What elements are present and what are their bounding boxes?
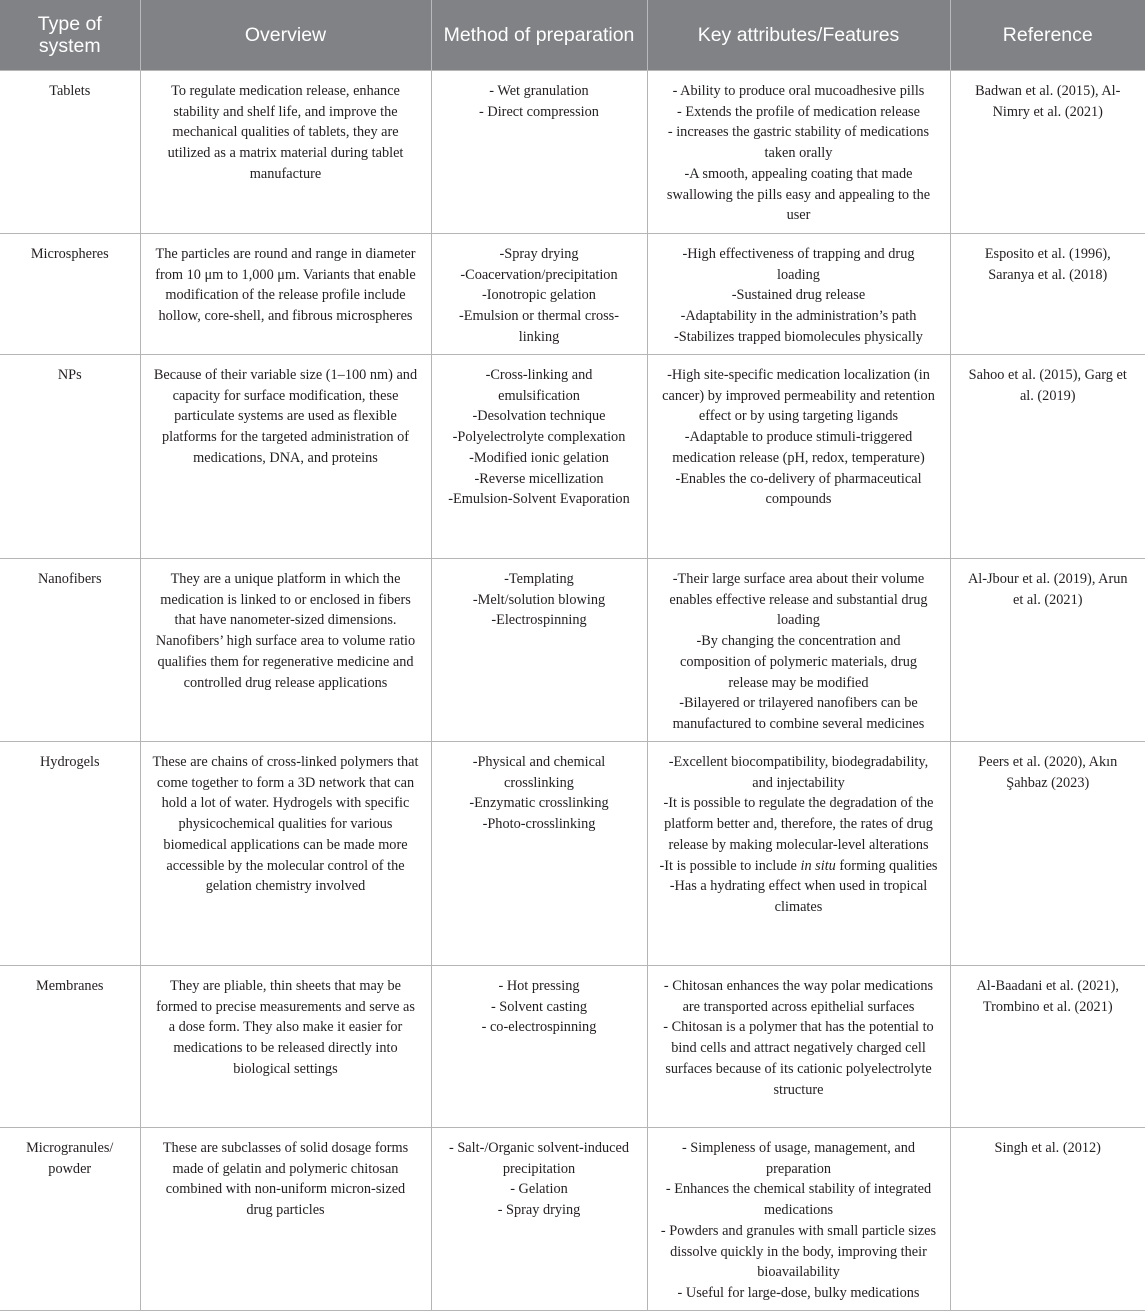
method-item: -Emulsion or thermal cross-linking (458, 308, 619, 345)
method-item: - Gelation (510, 1181, 568, 1198)
method-item: -Cross-linking and emulsification (485, 367, 593, 404)
features-cell (647, 1128, 950, 1311)
method-item: - Hot pressing (498, 978, 580, 994)
header-reference: Reference (950, 0, 1145, 71)
feature-item: -High effectiveness of trapping and drug loading (682, 246, 915, 283)
method-item: -Polyelectrolyte complexation (452, 429, 626, 446)
reference-cell: Badwan et al. (2015), Al-Nimry et al. (2021) (950, 71, 1145, 234)
reference-cell: Al-Baadani et al. (2021), Trombino et al. (2021) (950, 966, 1145, 1128)
features-cell (647, 234, 950, 355)
method-item: - Salt-/Organic solvent-induced precipitation (449, 1140, 629, 1177)
features-cell (647, 355, 950, 559)
features-cell (647, 559, 950, 742)
feature-item: -Adaptability in the administration’s path (680, 308, 917, 325)
feature-item: -It is possible to include in situ forming qualities (659, 857, 938, 874)
type-cell: Microspheres (0, 234, 140, 355)
table-row (0, 966, 1145, 1128)
overview-cell: Because of their variable size (1–100 nm) and capacity for surface modification, these particulate systems are used as flexible platforms for the targeted administration of medications, DNA, and proteins (140, 355, 431, 559)
method-cell (431, 234, 647, 355)
feature-item: -A smooth, appealing coating that made swallowing the pills easy and appealing to the user (666, 165, 931, 224)
method-item: - Direct compression (479, 103, 599, 120)
method-item: - Spray drying (497, 1202, 581, 1219)
feature-item: -Stabilizes trapped biomolecules physically (674, 328, 923, 345)
method-item: -Reverse micellization (474, 470, 604, 487)
feature-item: -High site-specific medication localization (in cancer) by improved permeability and retention effect or by using targeting ligands (662, 367, 935, 425)
feature-item: -Adaptable to produce stimuli-triggered medication release (pH, redox, temperature) (672, 429, 925, 466)
method-item: -Photo-crosslinking (482, 816, 596, 833)
method-cell (431, 355, 647, 559)
feature-item: - Powders and granules with small particle sizes dissolve quickly in the body, improving their bioavailability (660, 1222, 937, 1281)
reference-cell: Esposito et al. (1996), Saranya et al. (2018) (950, 234, 1145, 355)
overview-cell: The particles are round and range in diameter from 10 μm to 1,000 μm. Variants that enable modification of the release profile include hollow, core-shell, and fibrous microspheres (140, 234, 431, 355)
header-type-of-system: Type of system (0, 0, 140, 71)
overview-cell: These are subclasses of solid dosage forms made of gelatin and polymeric chitosan combined with non-uniform micron-sized drug particles (140, 1128, 431, 1311)
type-cell: Tablets (0, 71, 140, 234)
reference-cell: Singh et al. (2012) (950, 1128, 1145, 1311)
method-item: - Solvent casting (490, 998, 588, 1015)
method-cell (431, 71, 647, 234)
method-cell (431, 1128, 647, 1311)
method-item: -Physical and chemical crosslinking (472, 754, 606, 791)
table-row (0, 71, 1145, 234)
reference-cell: Peers et al. (2020), Akın Şahbaz (2023) (950, 742, 1145, 966)
method-item: -Desolvation technique (472, 408, 606, 425)
feature-item: -Sustained drug release (731, 287, 866, 304)
feature-item: -It is possible to regulate the degradation of the platform better and, therefore, the rates of drug release by making molecular-level alterations (663, 795, 934, 853)
method-item: -Modified ionic gelation (469, 449, 609, 466)
features-cell (647, 742, 950, 966)
method-item: -Electrospinning (491, 612, 587, 629)
header-key-attributes: Key attributes/Features (647, 0, 950, 71)
table-row (0, 559, 1145, 742)
feature-item: - Enhances the chemical stability of integrated medications (665, 1181, 932, 1219)
method-item: -Templating (504, 571, 574, 587)
header-method-of-preparation: Method of preparation (431, 0, 647, 71)
overview-cell: To regulate medication release, enhance stability and shelf life, and improve the mechanical qualities of tablets, they are utilized as a matrix material during tablet manufacture (140, 71, 431, 234)
type-cell: Nanofibers (0, 559, 140, 742)
overview-cell: They are a unique platform in which the medication is linked to or enclosed in fibers that have nanometer-sized dimensions. Nanofibers’ high surface area to volume ratio qualifies them for regenerative medicine and controlled drug release applications (140, 559, 431, 742)
table-header (0, 0, 1145, 71)
feature-item: - Chitosan is a polymer that has the potential to bind cells and attract negatively charged cell surfaces because of its cationic polyelectrolyte structure (663, 1019, 934, 1098)
feature-item: -Their large surface area about their volume enables effective release and substantial drug loading (669, 571, 928, 629)
feature-item: - Chitosan enhances the way polar medications are transported across epithelial surfaces (663, 978, 934, 1015)
feature-item: -Enables the co-delivery of pharmaceutical compounds (675, 470, 922, 508)
header-row (0, 0, 1145, 71)
table-row (0, 234, 1145, 355)
type-cell: Microgranules/ powder (0, 1128, 140, 1311)
feature-item: - Extends the profile of medication release (677, 103, 920, 120)
method-item: -Ionotropic gelation (482, 287, 596, 304)
method-item: - co-electrospinning (481, 1019, 597, 1036)
feature-item: - Ability to produce oral mucoadhesive pills (672, 83, 925, 99)
table-body (0, 71, 1145, 1311)
type-cell: Hydrogels (0, 742, 140, 966)
overview-cell: These are chains of cross-linked polymers that come together to form a 3D network that can hold a lot of water. Hydrogels with specific physicochemical qualities for various biomedical applications can be made more accessible by the molecular control of the gelation chemistry involved (140, 742, 431, 966)
features-cell (647, 71, 950, 234)
method-item: -Melt/solution blowing (472, 591, 606, 608)
method-cell (431, 559, 647, 742)
method-item: -Spray drying (499, 246, 579, 262)
header-overview: Overview (140, 0, 431, 71)
feature-item: -Has a hydrating effect when used in tropical climates (669, 878, 928, 915)
method-item: -Enzymatic crosslinking (469, 795, 609, 812)
method-item: - Wet granulation (489, 83, 589, 99)
feature-item: - increases the gastric stability of medications taken orally (667, 124, 930, 162)
type-cell: NPs (0, 355, 140, 559)
table-row (0, 742, 1145, 966)
table-row (0, 355, 1145, 559)
reference-cell: Al-Jbour et al. (2019), Arun et al. (2021) (950, 559, 1145, 742)
overview-cell: They are pliable, thin sheets that may be formed to precise measurements and serve as a dose form. They also make it easier for medications to be released directly into biological settings (140, 966, 431, 1128)
features-cell (647, 966, 950, 1128)
feature-item: - Useful for large-dose, bulky medications (677, 1284, 920, 1301)
type-cell: Membranes (0, 966, 140, 1128)
method-cell (431, 742, 647, 966)
method-item: -Coacervation/precipitation (460, 266, 618, 283)
feature-item: -Excellent biocompatibility, biodegradability, and injectability (668, 754, 929, 791)
italic-phrase: in situ (800, 857, 836, 874)
feature-item: -Bilayered or trilayered nanofibers can be manufactured to combine several medicines (672, 695, 925, 732)
method-item: -Emulsion-Solvent Evaporation (448, 491, 630, 508)
method-cell (431, 966, 647, 1128)
table-row (0, 1128, 1145, 1311)
feature-item: -By changing the concentration and composition of polymeric materials, drug release may be modified (679, 633, 918, 691)
feature-item: - Simpleness of usage, management, and preparation (681, 1140, 916, 1177)
reference-cell: Sahoo et al. (2015), Garg et al. (2019) (950, 355, 1145, 559)
